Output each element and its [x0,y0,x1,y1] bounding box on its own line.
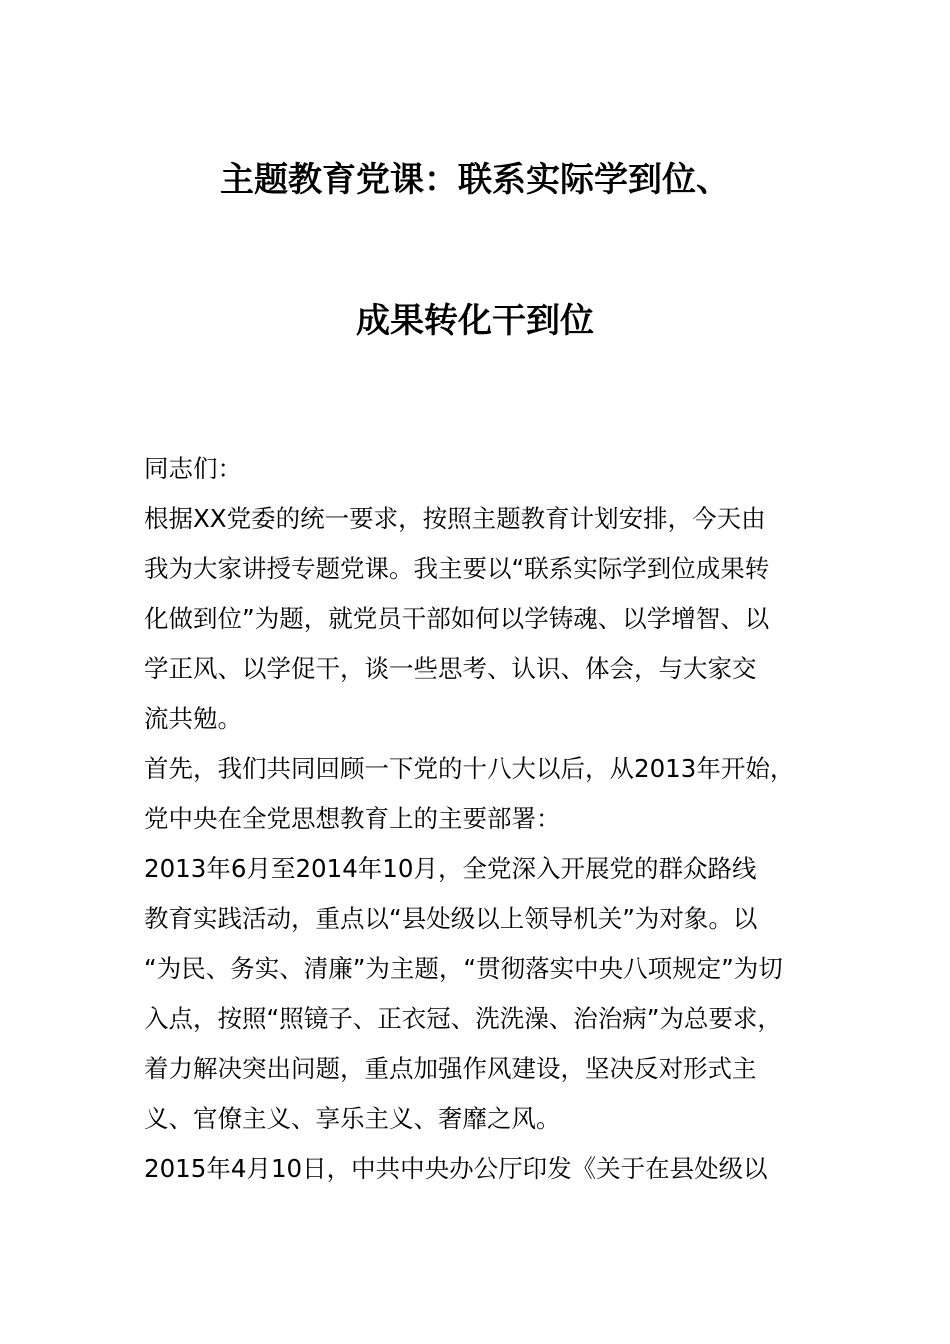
body-line: 2013年6月至2014年10月，全党深入开展党的群众路线 [144,854,757,883]
body-line: 2015年4月10日，中共中央办公厅印发《关于在县处级以 [144,1154,768,1183]
document-title-line-2: 成果转化干到位 [356,301,594,341]
body-line: 根据XX党委的统一要求，按照主题教育计划安排，今天由 [144,504,766,533]
document-body [144,444,844,1194]
body-line-salutation: 同志们： [144,454,242,483]
body-line: “为民、务实、清廉”为主题，“贯彻落实中央八项规定”为切 [144,954,783,983]
body-line: 着力解决突出问题，重点加强作风建设，坚决反对形式主 [144,1054,757,1083]
document-title-line-1: 主题教育党课：联系实际学到位、 [220,160,730,200]
body-line: 学正风、以学促干，谈一些思考、认识、体会，与大家交 [144,654,757,683]
body-line: 教育实践活动，重点以“县处级以上领导机关”为对象。以 [144,904,758,933]
body-line: 化做到位”为题，就党员干部如何以学铸魂、以学增智、以 [144,604,770,633]
body-line: 我为大家讲授专题党课。我主要以“联系实际学到位成果转 [144,554,770,583]
body-line: 入点，按照“照镜子、正衣冠、洗洗澡、治治病”为总要求， [144,1004,782,1033]
body-line: 义、官僚主义、享乐主义、奢靡之风。 [144,1104,561,1133]
body-line: 党中央在全党思想教育上的主要部署： [144,804,561,833]
body-line: 流共勉。 [144,704,242,733]
body-line: 首先，我们共同回顾一下党的十八大以后，从2013年开始， [144,754,795,783]
